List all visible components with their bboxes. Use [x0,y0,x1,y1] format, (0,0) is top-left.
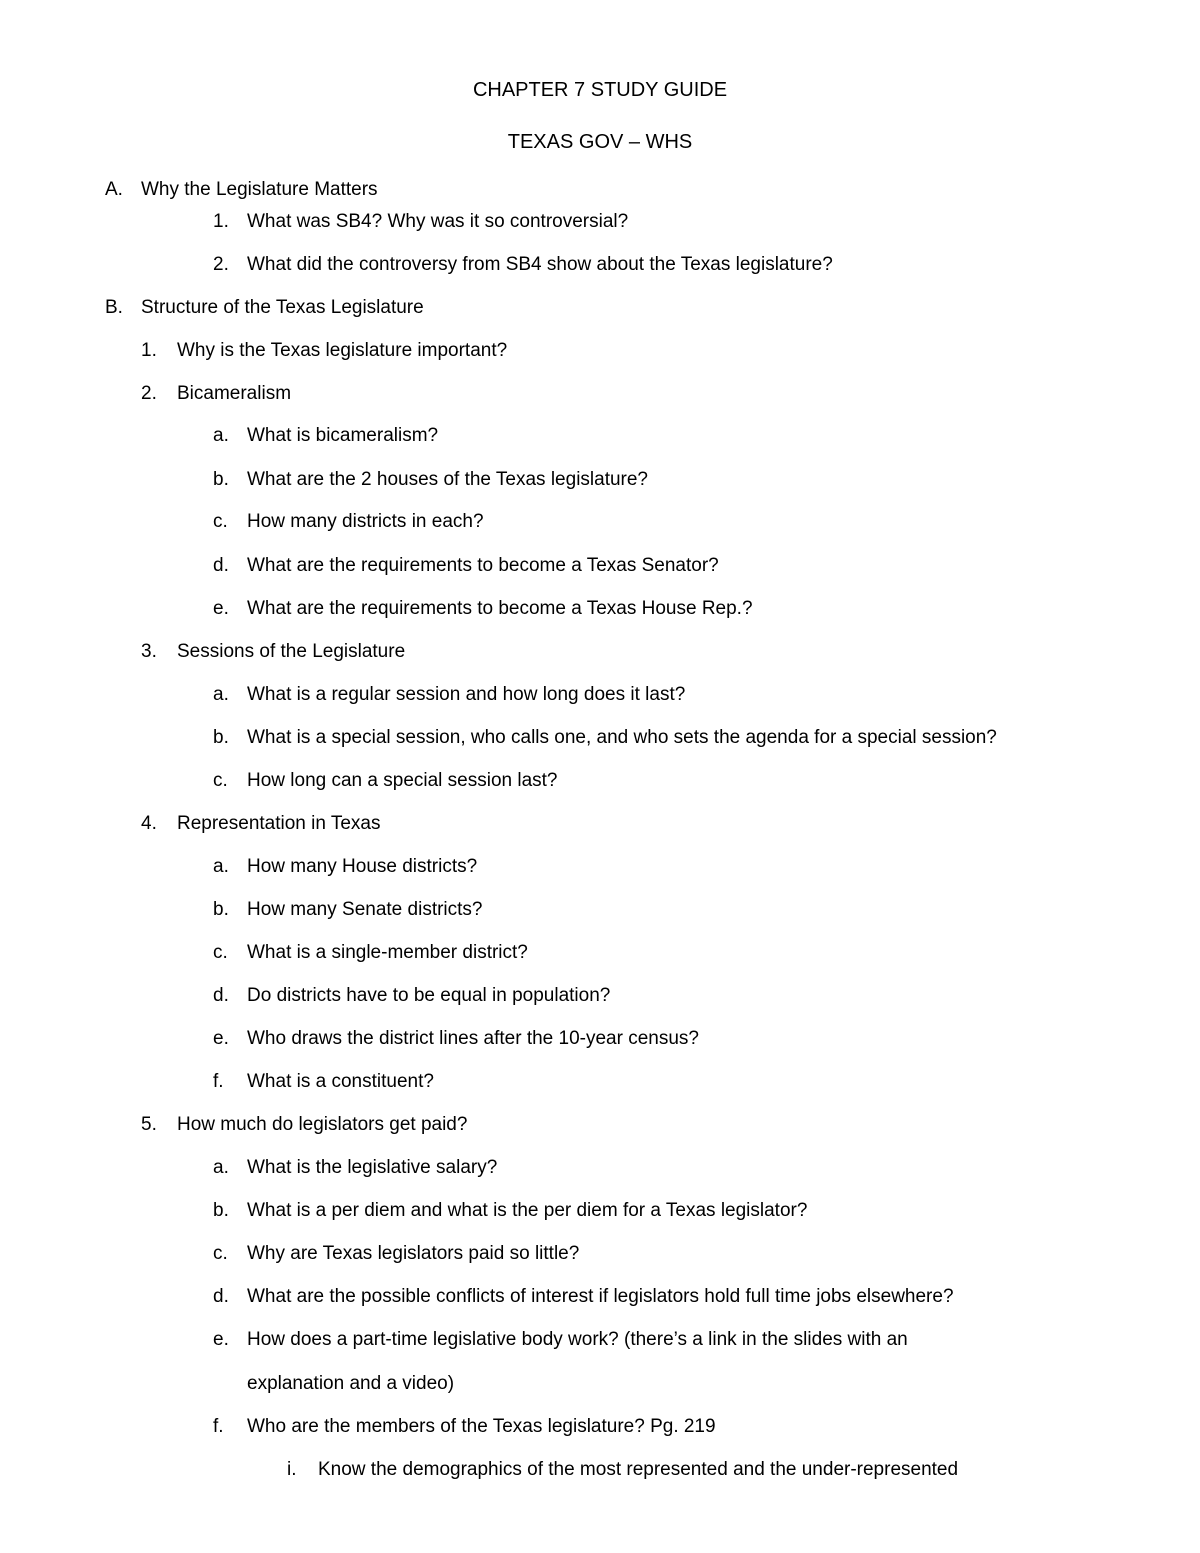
outline-text: What is bicameralism? [247,425,439,446]
outline-item [0,468,1200,492]
outline-text: What was SB4? Why was it so controversial? [247,211,629,232]
outline-marker: 2. [213,254,229,275]
outline-marker: 3. [141,641,157,662]
outline-marker: e. [213,598,229,619]
outline-marker: A. [105,179,123,200]
outline-marker: f. [213,1416,224,1437]
outline-item [0,597,1200,621]
outline-item [0,253,1200,277]
outline-item [0,812,1200,836]
outline-text: What did the controversy from SB4 show about the Texas legislature? [247,254,833,275]
outline-text: Do districts have to be equal in population? [247,985,611,1006]
outline-text: Why is the Texas legislature important? [177,340,508,361]
outline-text: What are the 2 houses of the Texas legislature? [247,469,649,490]
outline-item [0,769,1200,793]
outline-marker: a. [213,856,229,877]
outline-marker: i. [287,1459,297,1480]
outline-text: What is a special session, who calls one, and who sets the agenda for a special session? [247,727,997,748]
outline-text: How many Senate districts? [247,899,483,920]
outline-marker: b. [213,469,229,490]
outline-text: What is the legislative salary? [247,1157,498,1178]
outline-text: How many districts in each? [247,511,484,532]
outline-item [0,296,1200,320]
outline-text: How many House districts? [247,856,478,877]
document-title: CHAPTER 7 STUDY GUIDE [472,79,728,101]
outline-item [0,424,1200,448]
outline-text: What are the possible conflicts of interest if legislators hold full time jobs elsewhere? [247,1286,954,1307]
outline-item [0,1113,1200,1137]
outline-marker: c. [213,942,228,963]
outline-item [0,898,1200,922]
outline-text: What is a regular session and how long does it last? [247,684,686,705]
outline-text: What is a per diem and what is the per diem for a Texas legislator? [247,1200,808,1221]
outline-marker: a. [213,684,229,705]
outline-text: Bicameralism [177,383,292,404]
outline-text: Sessions of the Legislature [177,641,406,662]
outline-marker: a. [213,425,229,446]
outline-item [0,1372,1200,1396]
outline-marker: b. [213,727,229,748]
outline-text: Structure of the Texas Legislature [141,297,424,318]
outline-item [0,210,1200,234]
outline-marker: d. [213,985,229,1006]
outline-item [0,855,1200,879]
outline-text: What are the requirements to become a Texas House Rep.? [247,598,753,619]
outline-item [0,1285,1200,1309]
outline-text: What is a single-member district? [247,942,528,963]
outline-marker: 1. [141,340,157,361]
outline-text: explanation and a video) [247,1373,455,1394]
outline-item [0,554,1200,578]
outline-text: Why the Legislature Matters [141,179,378,200]
outline-text: Who draws the district lines after the 10-year census? [247,1028,699,1049]
outline-marker: d. [213,555,229,576]
outline-marker: f. [213,1071,224,1092]
outline-item [0,1199,1200,1223]
outline-item [0,1458,1200,1482]
outline-text: What is a constituent? [247,1071,434,1092]
outline-text: Why are Texas legislators paid so little? [247,1243,580,1264]
outline-item [0,726,1200,750]
outline-item [0,941,1200,965]
outline-marker: d. [213,1286,229,1307]
outline-item [0,640,1200,664]
outline-marker: c. [213,770,228,791]
outline-marker: c. [213,511,228,532]
document-subtitle: TEXAS GOV – WHS [507,131,693,153]
outline-item [0,510,1200,534]
outline-item [0,1328,1200,1352]
outline-text: Who are the members of the Texas legislature? Pg. 219 [247,1416,716,1437]
outline-marker: e. [213,1329,229,1350]
outline-text: Representation in Texas [177,813,381,834]
outline-marker: B. [105,297,123,318]
outline-item [0,683,1200,707]
outline-item [0,1415,1200,1439]
outline-item [0,339,1200,363]
outline-item [0,984,1200,1008]
outline-marker: a. [213,1157,229,1178]
outline-marker: b. [213,1200,229,1221]
outline-text: How does a part-time legislative body work? (there’s a link in the slides with an [247,1329,908,1350]
outline-text: Know the demographics of the most represented and the under-represented [318,1459,959,1480]
outline-marker: 4. [141,813,157,834]
outline-marker: 1. [213,211,229,232]
outline-item [0,1070,1200,1094]
outline-item [0,178,1200,202]
outline-marker: 5. [141,1114,157,1135]
outline-marker: c. [213,1243,228,1264]
outline-item [0,1156,1200,1180]
outline-text: What are the requirements to become a Texas Senator? [247,555,719,576]
outline-text: How much do legislators get paid? [177,1114,468,1135]
outline-item [0,382,1200,406]
outline-item [0,1027,1200,1051]
outline-marker: b. [213,899,229,920]
outline-marker: e. [213,1028,229,1049]
outline-marker: 2. [141,383,157,404]
outline-item [0,1242,1200,1266]
outline-text: How long can a special session last? [247,770,558,791]
